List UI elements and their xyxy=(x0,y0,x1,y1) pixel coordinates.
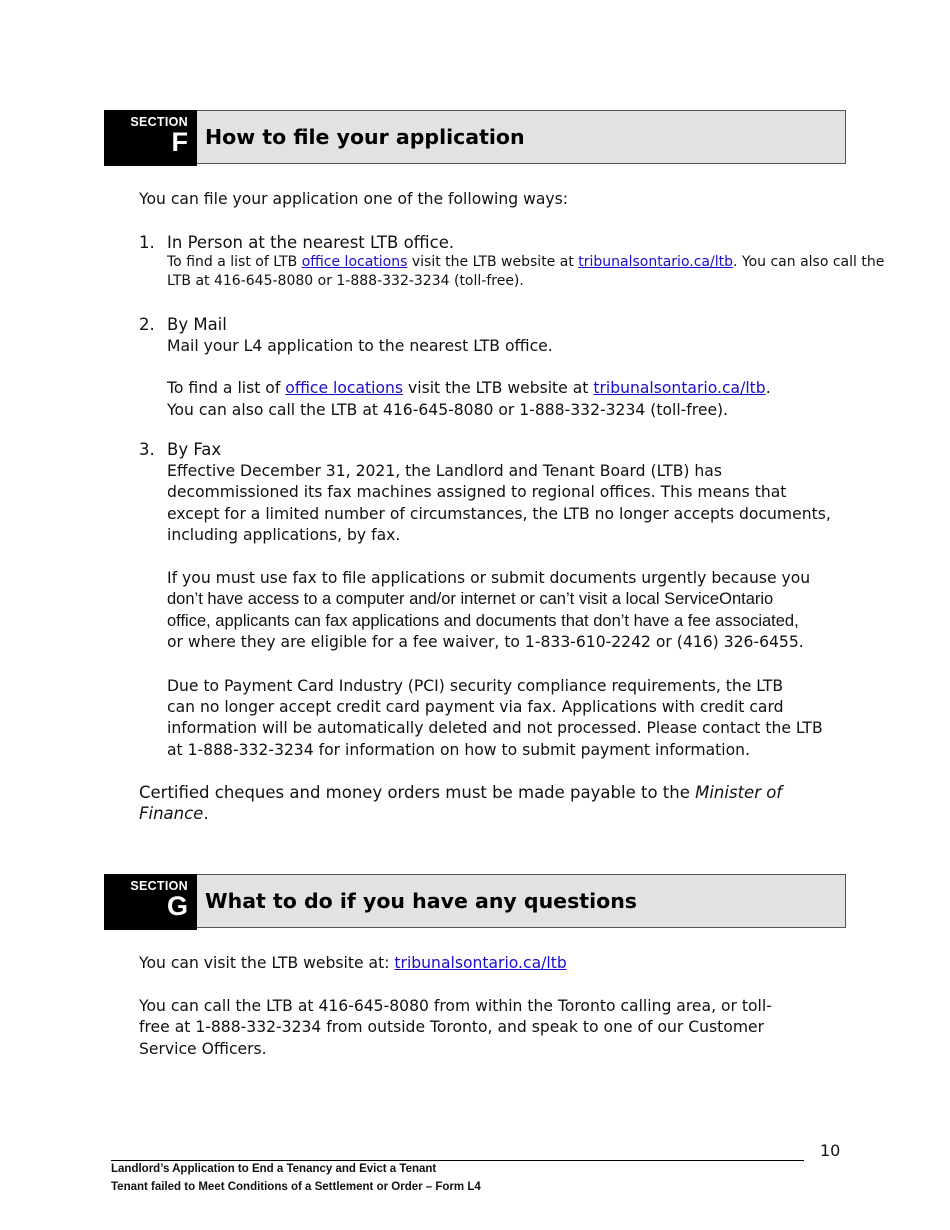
cheques-text: Certified cheques and money orders must be made payable to the xyxy=(139,783,696,802)
section-g-website-link[interactable]: tribunalsontario.ca/ltb xyxy=(394,954,567,972)
section-f-intro: You can file your application one of the following ways: xyxy=(139,190,568,208)
section-g-title: What to do if you have any questions xyxy=(205,889,637,913)
item-1-website-link[interactable]: tribunalsontario.ca/ltb xyxy=(578,254,733,270)
item-2-heading: By Mail xyxy=(167,315,227,334)
item-1-office-locations-link[interactable]: office locations xyxy=(301,254,408,270)
fax-para-1-line: including applications, by fax. xyxy=(167,526,401,544)
item-2-number: 2. xyxy=(139,315,155,334)
item-1-line-1 xyxy=(167,253,884,273)
item-2-line-3: You can also call the LTB at 416-645-8080 or 1-888-332-3234 (toll-free). xyxy=(167,401,729,419)
section-g-call-line: You can call the LTB at 416-645-8080 from within the Toronto calling area, or toll- xyxy=(139,997,772,1015)
fax-para-1-line: except for a limited number of circumstances, the LTB no longer accepts documents, xyxy=(167,505,831,523)
cheques-payee-a: Minister of xyxy=(695,783,783,802)
item-1-line-2: LTB at 416-645-8080 or 1-888-332-3234 (toll-free). xyxy=(167,273,524,289)
cheques-period: . xyxy=(203,804,209,823)
item-1-text-a: To find a list of LTB xyxy=(167,254,302,270)
section-g-letter: G xyxy=(166,891,188,921)
section-f-title: How to file your application xyxy=(205,125,525,149)
fax-para-2-line: don’t have access to a computer and/or internet or can’t visit a local ServiceOntario xyxy=(167,590,774,608)
section-g-header xyxy=(104,874,846,928)
item-2-text-c: . xyxy=(765,379,771,397)
item-2-line-1: Mail your L4 application to the nearest LTB office. xyxy=(167,337,553,355)
fax-para-1-line: Effective December 31, 2021, the Landlord and Tenant Board (LTB) has xyxy=(167,462,722,480)
section-f-header xyxy=(104,110,846,164)
item-2-line-2 xyxy=(167,378,771,400)
footer-divider xyxy=(111,1160,804,1161)
section-f-badge xyxy=(104,110,197,166)
item-3-number: 3. xyxy=(139,440,155,459)
section-g-visit xyxy=(139,953,567,975)
item-2-text-a: To find a list of xyxy=(167,379,286,397)
fax-para-1-line: decommissioned its fax machines assigned to regional offices. This means that xyxy=(167,483,787,501)
footer-form-subtitle: Tenant failed to Meet Conditions of a Settlement or Order – Form L4 xyxy=(111,1181,481,1193)
item-1-text-c: . You can also call the xyxy=(732,254,885,270)
section-g-badge xyxy=(104,874,197,930)
visit-text: You can visit the LTB website at: xyxy=(139,954,395,972)
section-f-label: SECTION xyxy=(130,115,188,129)
fax-para-2-line: office, applicants can fax applications and documents that don’t have a fee associated, xyxy=(167,612,799,630)
fax-para-3-line: information will be automatically deleted and not processed. Please contact the LTB xyxy=(167,719,823,737)
item-2-office-locations-link[interactable]: office locations xyxy=(285,379,404,397)
fax-para-3-line: Due to Payment Card Industry (PCI) security compliance requirements, the LTB xyxy=(167,677,784,695)
cheques-line-2 xyxy=(139,803,209,825)
section-f-letter: F xyxy=(171,127,188,157)
fax-para-3-line: at 1-888-332-3234 for information on how to submit payment information. xyxy=(167,741,750,759)
item-1-number: 1. xyxy=(139,233,155,252)
cheques-line-1 xyxy=(139,782,782,804)
item-2-website-link[interactable]: tribunalsontario.ca/ltb xyxy=(593,379,766,397)
item-2-text-b: visit the LTB website at xyxy=(403,379,594,397)
item-3-heading: By Fax xyxy=(167,440,222,459)
footer-form-title: Landlord’s Application to End a Tenancy and Evict a Tenant xyxy=(111,1163,437,1175)
fax-para-2-line: If you must use fax to file applications or submit documents urgently because you xyxy=(167,569,811,587)
fax-para-3-line: can no longer accept credit card payment via fax. Applications with credit card xyxy=(167,698,784,716)
cheques-payee-b: Finance xyxy=(139,804,204,823)
page-number: 10 xyxy=(820,1141,841,1160)
section-g-call-line: free at 1-888-332-3234 from outside Toronto, and speak to one of our Customer xyxy=(139,1018,765,1036)
section-g-call-line: Service Officers. xyxy=(139,1040,267,1058)
item-1-text-b: visit the LTB website at xyxy=(407,254,579,270)
section-g-label: SECTION xyxy=(130,879,188,893)
fax-para-2-line: or where they are eligible for a fee waiver, to 1-833-610-2242 or (416) 326-6455. xyxy=(167,633,804,651)
item-1-heading: In Person at the nearest LTB office. xyxy=(167,233,455,252)
